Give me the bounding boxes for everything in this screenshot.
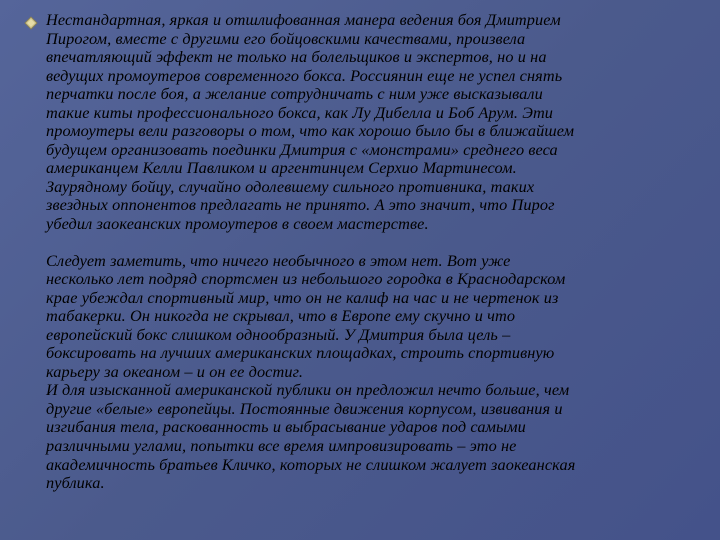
- paragraph-2: Следует заметить, что ничего необычного в этом нет. Вот уже несколько лет подряд спортсмен из небольшого городка в Краснодарском крае убеждал спортивный мир, что он не калиф на час и не чертенок из табакерки. Он никогда не скрывал, что в Европе ему скучно и что европейский бокс слишком однообразный. У Дмитрия была цель – боксировать на лучших американских площадках, строить спортивную карьеру за океаном – и он ее достиг. И для изысканной американской публики он предложил нечто больше, чем другие «белые» европейцы. Постоянные движения корпусом, извивания и изгибания тела, раскованность и выбрасывание ударов под самыми различными углами, попытки все время импровизировать – это не академичность братьев Кличко, которых не слишком жалует заокеанская публика.: [46, 250, 576, 493]
- diamond-bullet-icon: [24, 16, 38, 30]
- paragraph-1: Нестандартная, яркая и отшлифованная манера ведения боя Дмитрием Пирогом, вместе с другими его бойцовскими качествами, произвела впечатляющий эффект не только на болельщиков и экспертов, но и на ведущих промоутеров современного бокса. Россиянин еще не успел снять перчатки после боя, а желание сотрудничать с ним уже высказывали такие киты профессионального бокса, как Лу Дибелла и Боб Арум. Эти промоутеры вели разговоры о том, что как хорошо было бы в ближайшем будущем организовать поединки Дмитрия с «монстрами» среднего веса американцем Келли Павликом и аргентинцем Серхио Мартинесом. Заурядному бойцу, случайно одолевшему сильного противника, таких звездных оппонентов предлагать не принято. А это значит, что Пирог убедил заокеанских промоутеров в своем мастерстве.: [46, 10, 575, 234]
- body-text: [46, 11, 706, 493]
